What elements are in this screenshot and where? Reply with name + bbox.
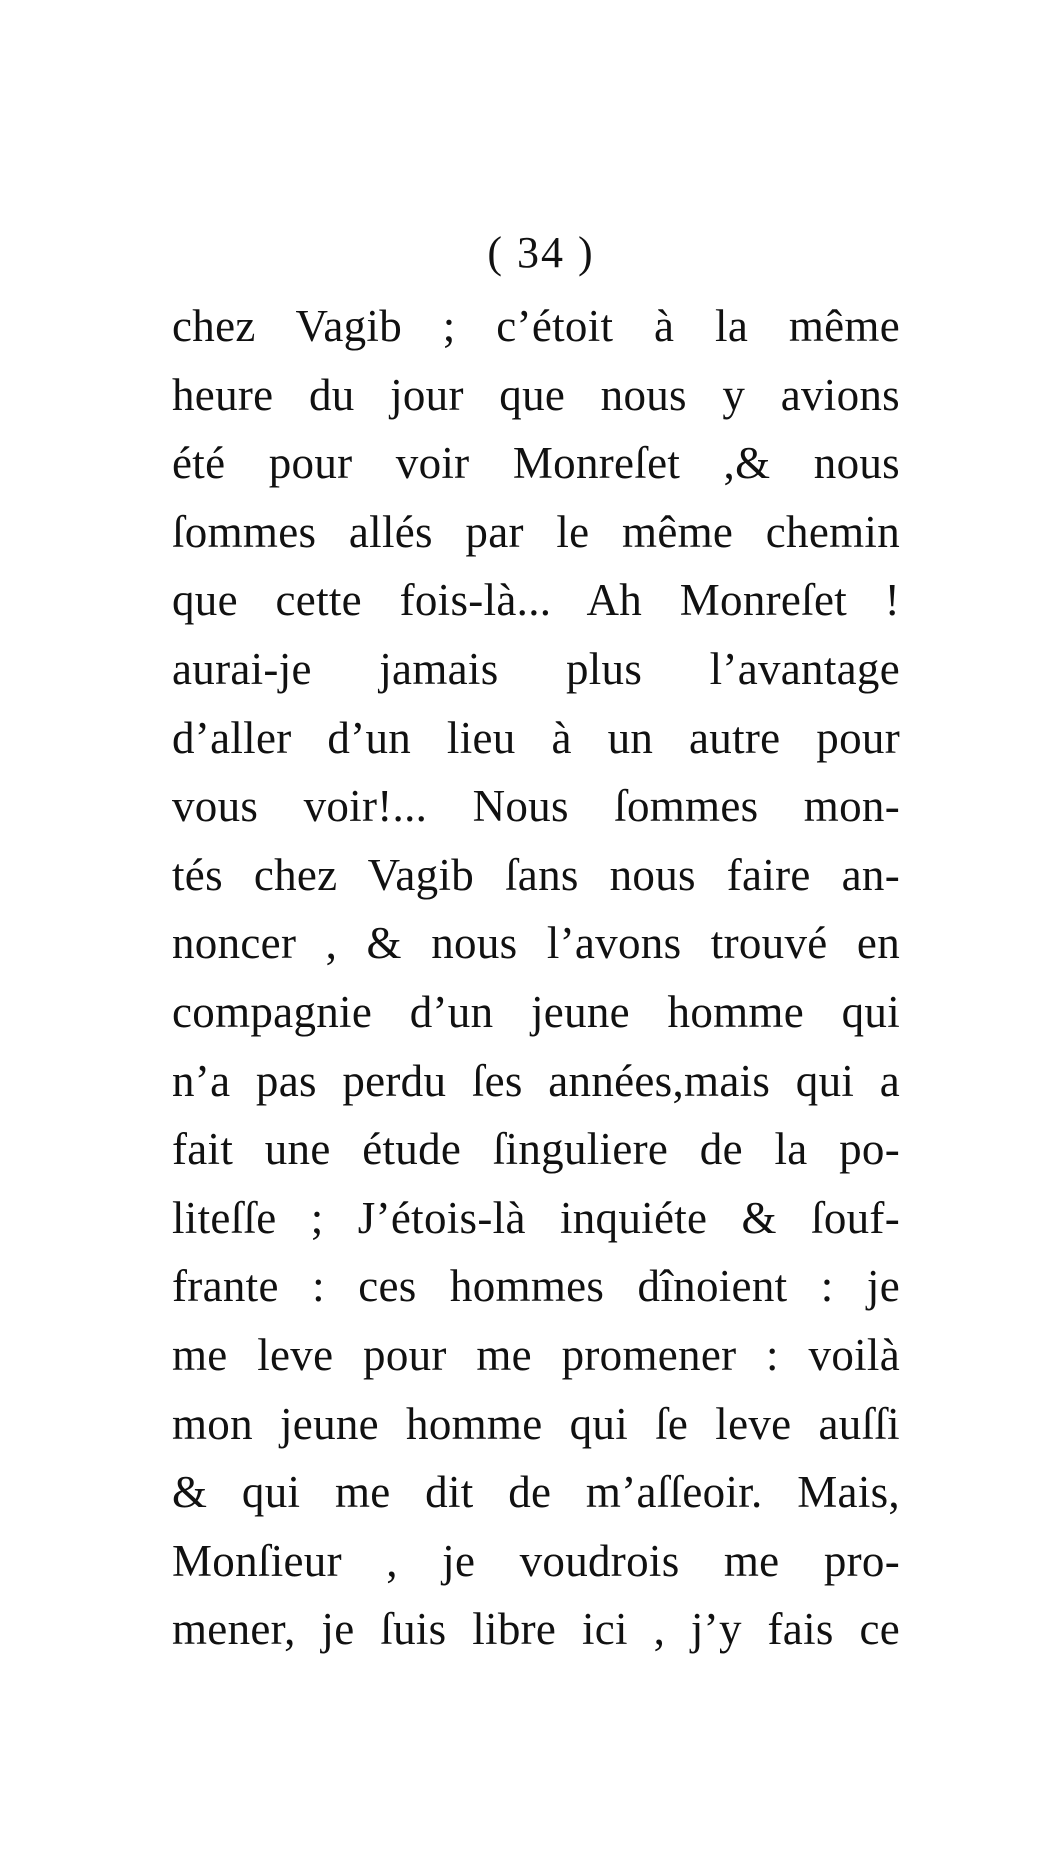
text-line: mon jeune homme qui ſe leve auſſi <box>172 1398 900 1449</box>
text-line: & qui me dit de m’aſſeoir. Mais, <box>172 1467 900 1518</box>
text-line: aurai-je jamais plus l’avantage <box>172 643 900 694</box>
body-text <box>172 292 900 1664</box>
text-line: n’a pas perdu ſes années,mais qui a <box>172 1055 900 1106</box>
text-line: liteſſe ; J’étois-là inquiéte & ſouf- <box>172 1192 900 1243</box>
text-line: d’aller d’un lieu à un autre pour <box>172 712 900 763</box>
text-line: vous voir!... Nous ſommes mon- <box>172 781 900 832</box>
text-line: été pour voir Monreſet ,& nous <box>172 438 900 489</box>
text-line: frante : ces hommes dînoient : je <box>172 1261 900 1312</box>
text-line: Monſieur , je voudrois me pro- <box>172 1535 900 1586</box>
text-line: ſommes allés par le même chemin <box>172 506 900 557</box>
text-line: tés chez Vagib ſans nous faire an- <box>172 849 900 900</box>
text-line: compagnie d’un jeune homme qui <box>172 986 900 1037</box>
text-line: chez Vagib ; c’étoit à la même <box>172 301 900 351</box>
text-line: fait une étude ſinguliere de la po- <box>172 1124 900 1175</box>
text-line: que cette fois-là... Ah Monreſet ! <box>172 575 900 626</box>
text-line: me leve pour me promener : voilà <box>172 1329 900 1380</box>
text-line: heure du jour que nous y avions <box>172 369 900 420</box>
text-line: mener, je ſuis libre ici , j’y fais ce <box>172 1604 900 1655</box>
page-number: ( 34 ) <box>487 228 595 277</box>
text-line: noncer , & nous l’avons trouvé en <box>172 918 900 969</box>
